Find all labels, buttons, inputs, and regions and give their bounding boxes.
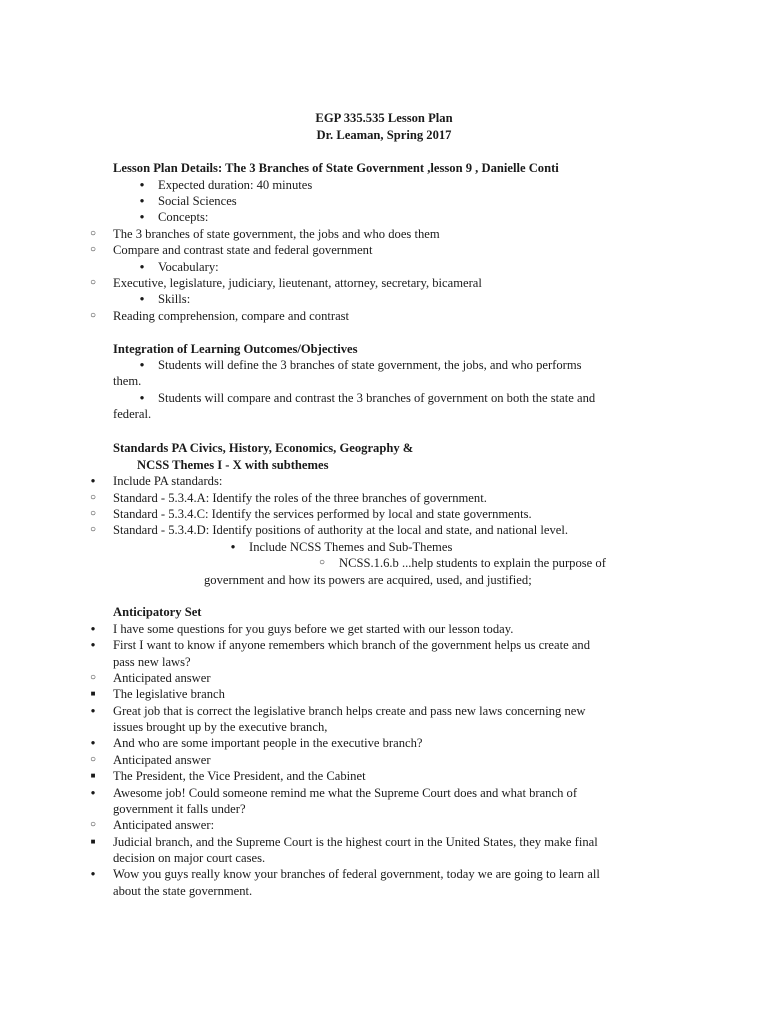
vocab-label: Vocabulary:: [158, 260, 219, 274]
vocab-text: Executive, legislature, judiciary, lieutenant, attorney, secretary, bicameral: [113, 276, 482, 290]
bullet-dot-icon: [137, 209, 147, 225]
bullet-dot-icon: [88, 735, 98, 751]
bullet-square-icon: [88, 768, 98, 784]
question-text: about the state government.: [113, 884, 253, 898]
question-text: First I want to know if anyone remembers which branch of the government helps us create and: [113, 638, 591, 652]
details-heading: Lesson Plan Details: The 3 Branches of State Government ,lesson 9 , Danielle Conti: [113, 161, 559, 175]
question-text: And who are some important people in the executive branch?: [113, 736, 423, 750]
answer-text: decision on major court cases.: [113, 851, 266, 865]
objectives-heading: Integration of Learning Outcomes/Objectives: [113, 342, 358, 356]
question-text: government it falls under?: [113, 802, 246, 816]
bullet-dot-icon: [137, 193, 147, 209]
include-ncss-text: Include NCSS Themes and Sub-Themes: [249, 540, 453, 554]
bullet-circle-icon: [88, 226, 98, 242]
subject-text: Social Sciences: [158, 194, 237, 208]
bullet-dot-icon: [228, 539, 238, 555]
skills-text: Reading comprehension, compare and contrast: [113, 309, 350, 323]
objective-text: them.: [113, 374, 142, 388]
bullet-circle-icon: [88, 275, 98, 291]
answer-text: Judicial branch, and the Supreme Court is the highest court in the United States, they make final: [113, 835, 598, 849]
bullet-dot-icon: [88, 621, 98, 637]
anticipated-label: Anticipated answer: [113, 671, 211, 685]
bullet-dot-icon: [137, 259, 147, 275]
bullet-circle-icon: [88, 506, 98, 522]
objective-text: Students will define the 3 branches of state government, the jobs, and who performs: [158, 358, 582, 372]
anticipated-label: Anticipated answer: [113, 753, 211, 767]
bullet-dot-icon: [137, 177, 147, 193]
ncss-text: government and how its powers are acquired, used, and justified;: [204, 573, 532, 587]
bullet-dot-icon: [88, 785, 98, 801]
bullet-square-icon: [88, 834, 98, 850]
bullet-dot-icon: [88, 703, 98, 719]
bullet-dot-icon: [88, 637, 98, 653]
bullet-dot-icon: [137, 357, 147, 373]
bullet-square-icon: [88, 686, 98, 702]
document-subtitle: Dr. Leaman, Spring 2017: [316, 128, 452, 142]
anticipatory-heading: Anticipatory Set: [113, 605, 202, 619]
ncss-text: NCSS.1.6.b ...help students to explain the purpose of: [339, 556, 606, 570]
bullet-dot-icon: [137, 390, 147, 406]
bullet-circle-icon: [88, 670, 98, 686]
standard-text: Standard - 5.3.4.C: Identify the services performed by local and state governments.: [113, 507, 532, 521]
standard-text: Standard - 5.3.4.D: Identify positions of authority at the local and state, and national level.: [113, 523, 569, 537]
bullet-circle-icon: [88, 242, 98, 258]
concept-text: Compare and contrast state and federal government: [113, 243, 373, 257]
bullet-circle-icon: [88, 752, 98, 768]
bullet-dot-icon: [137, 291, 147, 307]
question-text: Great job that is correct the legislative branch helps create and pass new laws concerning new: [113, 704, 586, 718]
question-text: Awesome job! Could someone remind me what the Supreme Court does and what branch of: [113, 786, 578, 800]
bullet-circle-icon: [317, 555, 327, 571]
bullet-circle-icon: [88, 490, 98, 506]
objective-text: federal.: [113, 407, 152, 421]
bullet-circle-icon: [88, 522, 98, 538]
bullet-circle-icon: [88, 308, 98, 324]
standards-subheading: NCSS Themes I - X with subthemes: [137, 458, 329, 472]
anticipated-label: Anticipated answer:: [113, 818, 215, 832]
objective-text: Students will compare and contrast the 3 branches of government on both the state and: [158, 391, 596, 405]
bullet-circle-icon: [88, 817, 98, 833]
question-text: pass new laws?: [113, 655, 191, 669]
document-title: EGP 335.535 Lesson Plan: [315, 111, 453, 125]
skills-label: Skills:: [158, 292, 191, 306]
include-pa-text: Include PA standards:: [113, 474, 223, 488]
question-text: issues brought up by the executive branch,: [113, 720, 328, 734]
question-text: Wow you guys really know your branches of federal government, today we are going to learn all: [113, 867, 600, 881]
concepts-label: Concepts:: [158, 210, 209, 224]
bullet-dot-icon: [88, 473, 98, 489]
bullet-dot-icon: [88, 866, 98, 882]
concept-text: The 3 branches of state government, the jobs and who does them: [113, 227, 440, 241]
question-text: I have some questions for you guys before we get started with our lesson today.: [113, 622, 514, 636]
answer-text: The President, the Vice President, and the Cabinet: [113, 769, 366, 783]
standard-text: Standard - 5.3.4.A: Identify the roles of the three branches of government.: [113, 491, 487, 505]
answer-text: The legislative branch: [113, 687, 225, 701]
standards-heading: Standards PA Civics, History, Economics, Geography &: [113, 441, 414, 455]
duration-text: Expected duration: 40 minutes: [158, 178, 313, 192]
